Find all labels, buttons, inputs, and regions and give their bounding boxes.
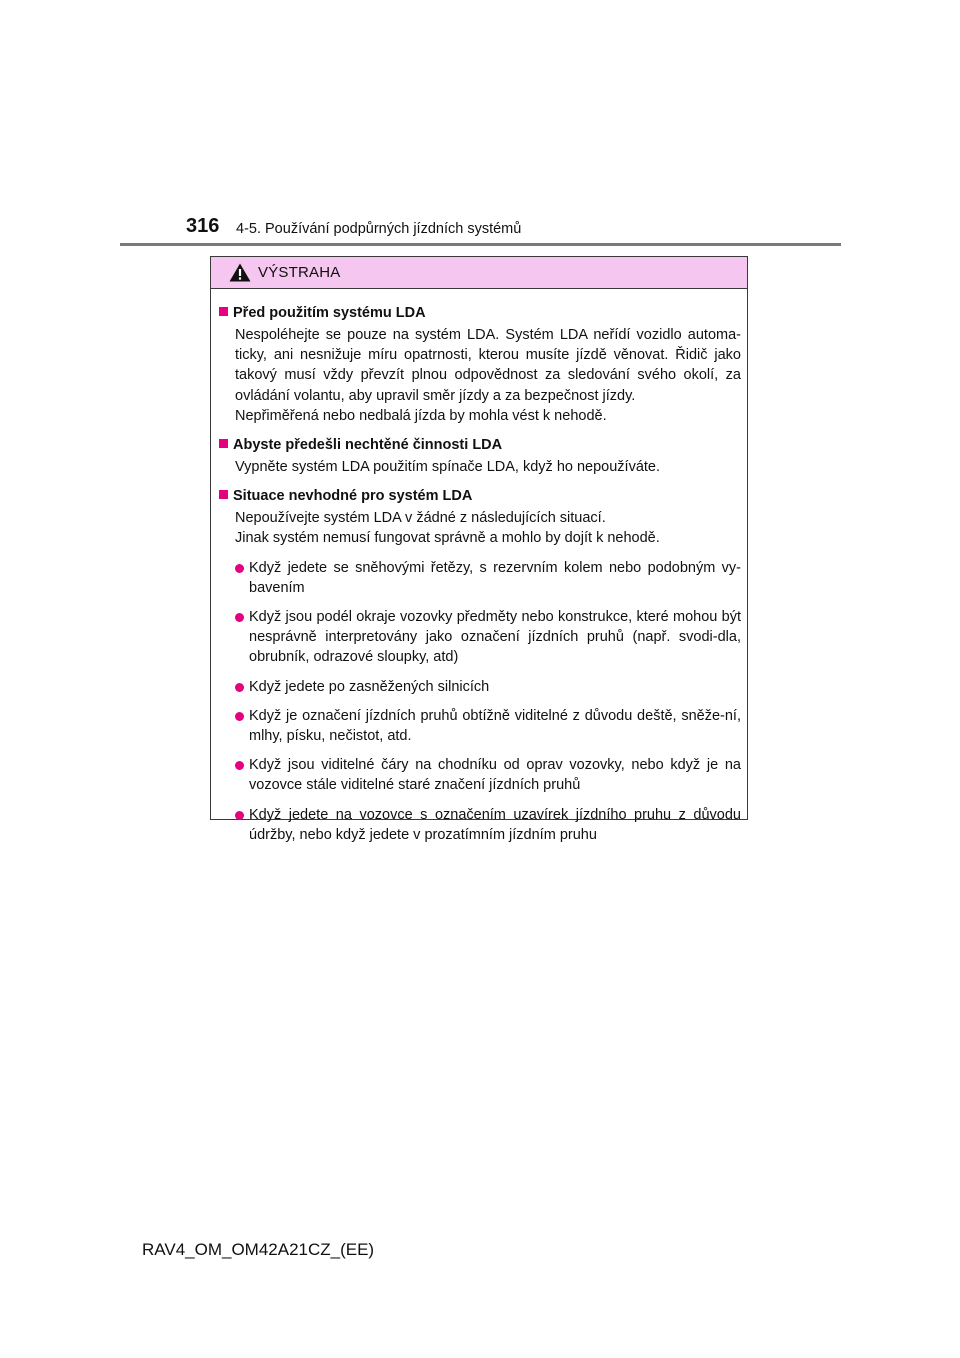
header-divider (120, 243, 841, 246)
page-number: 316 (186, 215, 220, 237)
warning-triangle-icon (229, 263, 251, 282)
paragraph: Jinak systém nemusí fungovat správně a mohlo by dojít k nehodě. (235, 530, 660, 547)
warning-header (211, 257, 747, 289)
list-item-text: Když jsou viditelné čáry na chodníku od oprav vozovky, nebo když je na vozovce stále viditelné staré značení jízdních pruhů (249, 757, 741, 794)
warning-title: VÝSTRAHA (258, 264, 341, 281)
round-bullet-icon (235, 811, 244, 820)
round-bullet-icon (235, 613, 244, 622)
paragraph: Vypněte systém LDA použitím spínače LDA, když ho nepoužíváte. (235, 459, 661, 476)
list-item (217, 558, 741, 598)
paragraph: Nespoléhejte se pouze na systém LDA. Systém LDA neřídí vozidlo automa-ticky, ani nesnižuje míru opatrnosti, kterou musíte jízdě věnovat. Řidič jako takový musí vždy převzít plnou odpovědnost za sledování svého okolí, za ovládání volantu, aby upravil směr jízdy a za bezpečnost jízdy. (235, 327, 741, 404)
paragraph: Nepoužívejte systém LDA v žádné z následujících situací. (235, 510, 606, 527)
list-item-text: Když jedete po zasněžených silnicích (249, 678, 490, 695)
paragraph: Nepřiměřená nebo nedbalá jízda by mohla vést k nehodě. (235, 407, 607, 424)
round-bullet-icon (235, 683, 244, 692)
section-heading (217, 486, 741, 506)
round-bullet-icon (235, 564, 244, 573)
square-bullet-icon (219, 439, 228, 448)
section-title: 4-5. Používání podpůrných jízdních systémů (236, 221, 522, 237)
warning-body (211, 289, 747, 845)
section-heading-text: Abyste předešli nechtěné činnosti LDA (233, 437, 503, 454)
warning-section-avoid-unwanted (217, 435, 741, 477)
warning-section-before-use (217, 303, 741, 426)
list-item (217, 755, 741, 795)
section-heading-text: Před použitím systému LDA (233, 305, 426, 321)
round-bullet-icon (235, 761, 244, 770)
section-heading (217, 435, 741, 455)
square-bullet-icon (219, 490, 228, 499)
section-heading (217, 303, 741, 323)
footer-document-code: RAV4_OM_OM42A21CZ_(EE) (142, 1240, 375, 1259)
list-item-text: Když je označení jízdních pruhů obtížně viditelné z důvodu deště, sněže-ní, mlhy, písku, nečistot, atd. (249, 707, 741, 745)
section-heading-text: Situace nevhodné pro systém LDA (233, 488, 473, 505)
list-item (217, 805, 741, 845)
warning-section-unsuitable (217, 486, 741, 845)
list-item-text: Když jedete na vozovce s označením uzavírek jízdního pruhu z důvodu údržby, nebo když jedete v prozatímním jízdním pruhu (249, 806, 741, 843)
warning-box (210, 256, 748, 843)
round-bullet-icon (235, 712, 244, 721)
list-item (217, 677, 741, 697)
situation-list (217, 558, 741, 845)
list-item (217, 706, 741, 746)
list-item-text: Když jsou podél okraje vozovky předměty nebo konstrukce, které mohou být nesprávně interpretovány jako označení jízdních pruhů (např. svodi-dla, obrubník, odrazové sloupky, atd) (249, 609, 741, 666)
list-item-text: Když jedete se sněhovými řetězy, s rezervním kolem nebo podobným vy-bavením (249, 559, 741, 596)
list-item (217, 607, 741, 668)
square-bullet-icon (219, 307, 228, 316)
page-header (0, 0, 960, 250)
